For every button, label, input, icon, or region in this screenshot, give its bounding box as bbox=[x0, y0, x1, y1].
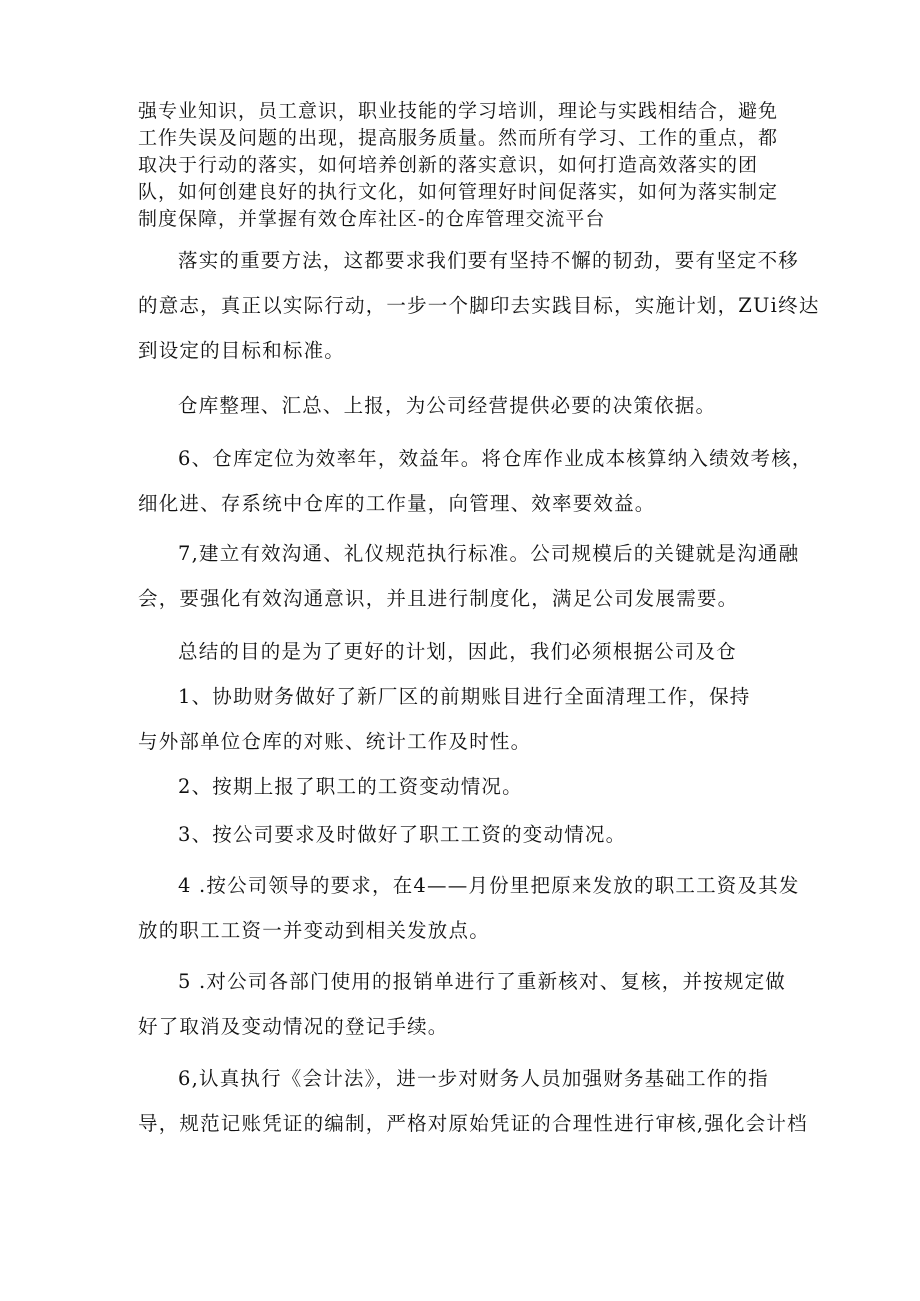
text-line: 制度保障，并掌握有效仓库社区-的仓库管理交流平台 bbox=[138, 208, 606, 230]
top-paragraph bbox=[138, 98, 798, 233]
text-line: 仓库整理、汇总、上报，为公司经营提供必要的决策依据。 bbox=[178, 394, 717, 417]
text-line: 的意志，真正以实际行动，一步一个脚印去实践目标，实施计划，ZUi终达 bbox=[138, 294, 820, 317]
paragraph-item-6-warehouse bbox=[138, 436, 813, 526]
paragraph-summary-purpose bbox=[138, 629, 798, 674]
text-line: 6、仓库定位为效率年，效益年。将仓库作业成本核算纳入绩效考核， bbox=[178, 447, 813, 470]
text-line: 5 .对公司各部门使用的报销单进行了重新核对、复核，并按规定做 bbox=[178, 970, 787, 993]
text-line: 取决于行动的落实，如何培养创新的落实意识，如何打造高效落实的团 bbox=[138, 154, 759, 176]
paragraph-item-1-finance bbox=[138, 674, 798, 764]
text-line: 3、按公司要求及时做好了职工工资的变动情况。 bbox=[178, 823, 627, 846]
text-line: 工作失误及问题的出现，提高服务质量。然而所有学习、工作的重点，都 bbox=[138, 127, 779, 149]
text-line: 落实的重要方法，这都要求我们要有坚持不懈的韧劲，要有坚定不移 bbox=[178, 249, 800, 272]
text-line: 与外部单位仓库的对账、统计工作及时性。 bbox=[138, 730, 532, 753]
paragraph-warehouse-report bbox=[138, 383, 798, 428]
text-line: 队，如何创建良好的执行文化，如何管理好时间促落实，如何为落实制定 bbox=[138, 181, 779, 203]
text-line: 好了取消及变动情况的登记手续。 bbox=[138, 1015, 449, 1038]
paragraph-implementation bbox=[138, 238, 820, 373]
text-line: 6,认真执行《会计法》，进一步对财务人员加强财务基础工作的指 bbox=[178, 1067, 769, 1090]
text-line: 7,建立有效沟通、礼仪规范执行标准。公司规模后的关键就是沟通融 bbox=[178, 542, 800, 565]
text-line: 细化进、存系统中仓库的工作量，向管理、效率要效益。 bbox=[138, 492, 656, 515]
paragraph-item-4-wage-transfer bbox=[138, 863, 798, 953]
text-line: 4 .按公司领导的要求，在4——月份里把原来发放的职工工资及其发 bbox=[178, 874, 800, 897]
text-line: 导，规范记账凭证的编制，严格对原始凭证的合理性进行审核,强化会计档 bbox=[138, 1112, 808, 1135]
paragraph-item-6-accounting-law bbox=[138, 1056, 808, 1146]
text-line: 到设定的目标和标准。 bbox=[138, 339, 346, 362]
text-line: 总结的目的是为了更好的计划，因此，我们必须根据公司及仓 bbox=[178, 640, 737, 663]
paragraph-item-3-wage-change bbox=[138, 812, 798, 857]
paragraph-item-2-wage-report bbox=[138, 764, 798, 809]
text-line: 会，要强化有效沟通意识，并且进行制度化，满足公司发展需要。 bbox=[138, 587, 739, 610]
text-line: 强专业知识，员工意识，职业技能的学习培训，理论与实践相结合，避免 bbox=[138, 100, 779, 122]
text-line: 放的职工工资一并变动到相关发放点。 bbox=[138, 919, 490, 942]
paragraph-item-7-communication bbox=[138, 531, 798, 621]
paragraph-item-5-reimbursement bbox=[138, 959, 798, 1049]
text-line: 2、按期上报了职工的工资变动情况。 bbox=[178, 775, 523, 798]
text-line: 1、协助财务做好了新厂区的前期账目进行全面清理工作，保持 bbox=[178, 685, 751, 708]
